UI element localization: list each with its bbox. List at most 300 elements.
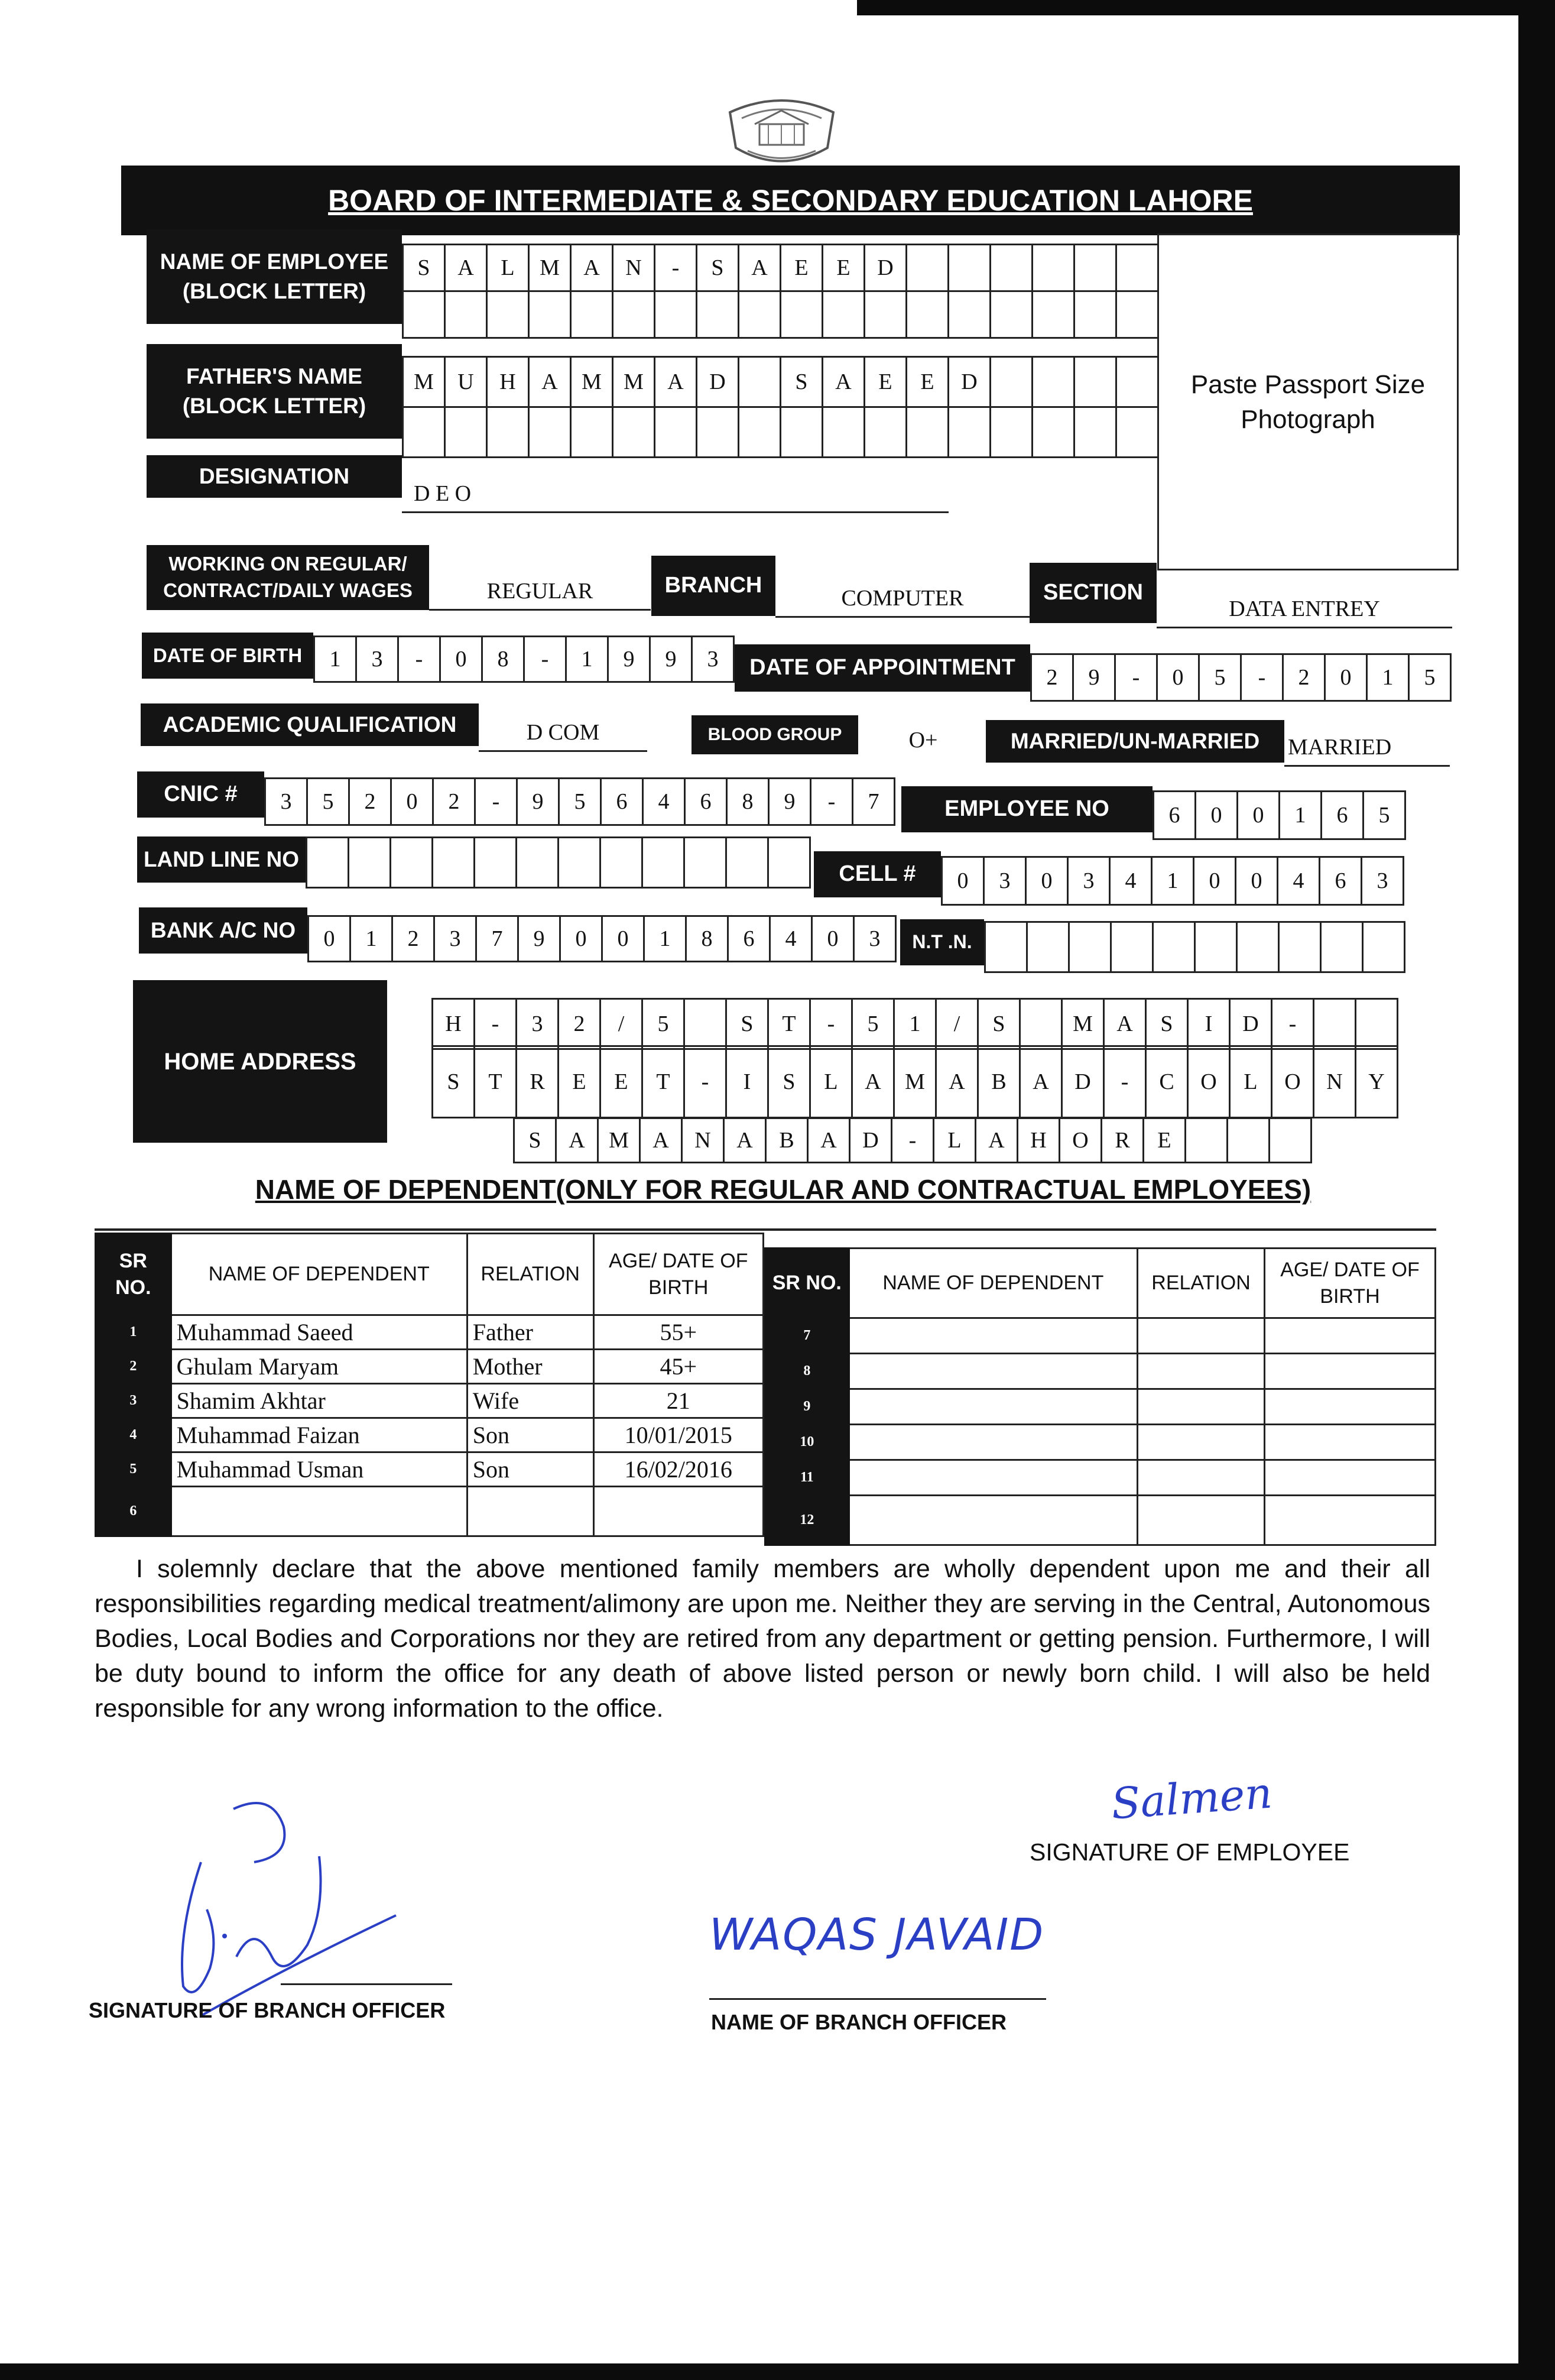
dependent-name[interactable] xyxy=(849,1318,1137,1354)
dependent-age[interactable] xyxy=(1264,1496,1435,1545)
char-box[interactable] xyxy=(433,838,475,889)
dependent-name[interactable]: Ghulam Maryam xyxy=(171,1350,467,1384)
char-box[interactable]: - xyxy=(811,779,853,826)
char-box[interactable]: 0 xyxy=(603,917,645,962)
char-box[interactable]: T xyxy=(475,1047,517,1118)
dependent-sr: 7 xyxy=(765,1318,849,1354)
char-box[interactable]: E xyxy=(559,1047,601,1118)
char-box[interactable]: 3 xyxy=(1362,858,1404,906)
char-box[interactable] xyxy=(1075,358,1117,408)
dob-boxes[interactable] xyxy=(313,635,735,683)
char-box[interactable]: 1 xyxy=(1368,655,1410,702)
char-box[interactable]: 0 xyxy=(813,917,855,962)
char-box[interactable]: A xyxy=(655,358,697,408)
char-box[interactable] xyxy=(530,292,572,339)
char-box[interactable]: 1 xyxy=(895,1000,937,1050)
dependent-name[interactable] xyxy=(849,1496,1137,1545)
char-box[interactable] xyxy=(1322,923,1364,973)
char-box[interactable]: - xyxy=(1105,1047,1147,1118)
dependent-sr: 11 xyxy=(765,1460,849,1496)
dependent-age[interactable] xyxy=(1264,1389,1435,1425)
char-box[interactable] xyxy=(1117,358,1159,408)
dependent-row xyxy=(96,1315,764,1350)
char-box[interactable]: 9 xyxy=(770,779,811,826)
char-box[interactable]: 5 xyxy=(560,779,602,826)
char-box[interactable] xyxy=(1021,1000,1063,1050)
cell-boxes[interactable] xyxy=(941,856,1404,906)
char-box[interactable]: 5 xyxy=(308,779,350,826)
char-box[interactable]: A xyxy=(641,1119,683,1163)
char-box[interactable]: A xyxy=(937,1047,979,1118)
char-box[interactable] xyxy=(613,408,655,458)
char-box[interactable] xyxy=(1033,245,1075,292)
char-box[interactable]: - xyxy=(525,637,567,683)
char-box[interactable]: 0 xyxy=(309,917,351,962)
char-box[interactable]: A xyxy=(853,1047,895,1118)
dependent-name[interactable] xyxy=(849,1354,1137,1389)
dependent-age[interactable]: 45+ xyxy=(593,1350,763,1384)
char-box[interactable] xyxy=(949,408,991,458)
char-box[interactable]: S xyxy=(515,1119,557,1163)
char-box[interactable]: 2 xyxy=(350,779,392,826)
char-box[interactable] xyxy=(1075,245,1117,292)
char-box[interactable]: 4 xyxy=(1278,858,1320,906)
dependent-sr: 10 xyxy=(765,1425,849,1460)
char-box[interactable] xyxy=(572,292,613,339)
char-box[interactable] xyxy=(697,408,739,458)
char-box[interactable]: 9 xyxy=(518,779,560,826)
dependent-name[interactable]: Muhammad Faizan xyxy=(171,1418,467,1452)
designation-value[interactable]: D E O xyxy=(402,461,949,513)
char-box[interactable] xyxy=(475,838,517,889)
char-box[interactable]: 6 xyxy=(1154,792,1196,840)
char-box[interactable]: 1 xyxy=(1153,858,1194,906)
char-box[interactable] xyxy=(1356,1000,1398,1050)
char-box[interactable] xyxy=(655,292,697,339)
char-box[interactable]: N xyxy=(613,245,655,292)
char-box[interactable]: 0 xyxy=(1196,792,1238,840)
char-box[interactable]: L xyxy=(811,1047,853,1118)
char-box[interactable]: E xyxy=(907,358,949,408)
dependent-relation[interactable] xyxy=(467,1487,593,1536)
char-box[interactable]: 1 xyxy=(315,637,357,683)
char-box[interactable]: A xyxy=(557,1119,599,1163)
char-box[interactable]: 3 xyxy=(855,917,897,962)
char-box[interactable] xyxy=(907,408,949,458)
doa-boxes[interactable] xyxy=(1030,653,1452,702)
char-box[interactable] xyxy=(986,923,1028,973)
char-box[interactable]: 8 xyxy=(728,779,770,826)
char-box[interactable]: U xyxy=(446,358,488,408)
char-box[interactable] xyxy=(1314,1000,1356,1050)
working-on-value[interactable]: REGULAR xyxy=(429,565,651,611)
char-box[interactable]: S xyxy=(1147,1000,1189,1050)
char-box[interactable]: M xyxy=(1063,1000,1105,1050)
char-box[interactable] xyxy=(488,292,530,339)
char-box[interactable]: 6 xyxy=(602,779,644,826)
char-box[interactable]: H xyxy=(1018,1119,1060,1163)
char-box[interactable] xyxy=(488,408,530,458)
dependent-sr: 9 xyxy=(765,1389,849,1425)
char-box[interactable] xyxy=(739,408,781,458)
char-box[interactable] xyxy=(530,408,572,458)
char-box[interactable]: R xyxy=(517,1047,559,1118)
char-box[interactable]: D xyxy=(850,1119,892,1163)
char-box[interactable]: - xyxy=(1272,1000,1314,1050)
char-box[interactable] xyxy=(1033,408,1075,458)
char-box[interactable] xyxy=(1112,923,1154,973)
char-box[interactable]: - xyxy=(1116,655,1158,702)
dependent-name[interactable] xyxy=(171,1487,467,1536)
char-box[interactable]: 6 xyxy=(729,917,771,962)
dependent-row xyxy=(96,1452,764,1487)
char-box[interactable] xyxy=(1028,923,1070,973)
char-box[interactable]: 3 xyxy=(985,858,1027,906)
dependent-age[interactable]: 55+ xyxy=(593,1315,763,1350)
char-box[interactable]: 5 xyxy=(1200,655,1242,702)
char-box[interactable] xyxy=(907,245,949,292)
char-box[interactable] xyxy=(391,838,433,889)
char-box[interactable]: D xyxy=(697,358,739,408)
char-box[interactable]: M xyxy=(613,358,655,408)
dependent-relation[interactable]: Son xyxy=(467,1452,593,1487)
char-box[interactable]: S xyxy=(781,358,823,408)
char-box[interactable]: A xyxy=(739,245,781,292)
char-box[interactable] xyxy=(739,358,781,408)
char-box[interactable]: 9 xyxy=(651,637,693,683)
char-box[interactable]: 2 xyxy=(1284,655,1326,702)
char-box[interactable]: L xyxy=(488,245,530,292)
address-row-3[interactable] xyxy=(513,1117,1312,1163)
char-box[interactable]: 3 xyxy=(266,779,308,826)
char-box[interactable] xyxy=(1364,923,1405,973)
char-box[interactable]: 9 xyxy=(519,917,561,962)
dependent-relation[interactable]: Wife xyxy=(467,1384,593,1418)
char-box[interactable]: E xyxy=(601,1047,643,1118)
ntn-label: N.T .N. xyxy=(900,919,984,965)
char-box[interactable]: - xyxy=(655,245,697,292)
char-box[interactable]: 1 xyxy=(645,917,687,962)
char-box[interactable] xyxy=(685,1000,727,1050)
dependent-age[interactable] xyxy=(1264,1460,1435,1496)
bank-boxes[interactable] xyxy=(307,915,897,962)
char-box[interactable]: E xyxy=(781,245,823,292)
dependent-name[interactable] xyxy=(849,1389,1137,1425)
char-box[interactable]: 9 xyxy=(609,637,651,683)
char-box[interactable] xyxy=(307,838,349,889)
char-box[interactable]: 3 xyxy=(693,637,735,683)
dependent-sr: 1 xyxy=(96,1315,171,1350)
char-box[interactable]: 2 xyxy=(393,917,435,962)
char-box[interactable]: 2 xyxy=(1032,655,1074,702)
char-box[interactable]: - xyxy=(892,1119,934,1163)
char-box[interactable] xyxy=(1117,408,1159,458)
char-box[interactable]: / xyxy=(937,1000,979,1050)
char-box[interactable]: A xyxy=(823,358,865,408)
char-box[interactable]: N xyxy=(1314,1047,1356,1118)
char-box[interactable] xyxy=(697,292,739,339)
char-box[interactable] xyxy=(865,292,907,339)
char-box[interactable] xyxy=(991,408,1033,458)
char-box[interactable] xyxy=(949,292,991,339)
dependent-name[interactable]: Muhammad Usman xyxy=(171,1452,467,1487)
char-box[interactable]: 0 xyxy=(561,917,603,962)
char-box[interactable]: S xyxy=(727,1000,769,1050)
char-box[interactable]: 7 xyxy=(477,917,519,962)
char-box[interactable] xyxy=(1280,923,1322,973)
char-box[interactable]: 5 xyxy=(1364,792,1406,840)
char-box[interactable]: 2 xyxy=(434,779,476,826)
blood-group-value[interactable]: O+ xyxy=(908,728,938,753)
char-box[interactable]: B xyxy=(979,1047,1021,1118)
char-box[interactable] xyxy=(1117,292,1159,339)
char-box[interactable] xyxy=(823,408,865,458)
father-name-boxes[interactable] xyxy=(402,356,1159,458)
char-box[interactable] xyxy=(685,838,727,889)
char-box[interactable]: E xyxy=(1144,1119,1186,1163)
char-box[interactable]: 0 xyxy=(1158,655,1200,702)
char-box[interactable]: 0 xyxy=(1236,858,1278,906)
dependent-relation[interactable] xyxy=(1138,1389,1265,1425)
char-box[interactable] xyxy=(949,245,991,292)
char-box[interactable]: H xyxy=(488,358,530,408)
col-relation: RELATION xyxy=(467,1234,593,1315)
branch-label: BRANCH xyxy=(651,556,775,616)
char-box[interactable] xyxy=(1033,358,1075,408)
employee-no-boxes[interactable] xyxy=(1153,790,1406,840)
dependent-relation[interactable] xyxy=(1138,1496,1265,1545)
char-box[interactable] xyxy=(517,838,559,889)
char-box[interactable] xyxy=(1075,408,1117,458)
char-box[interactable]: 4 xyxy=(644,779,686,826)
dependent-age[interactable]: 16/02/2016 xyxy=(593,1452,763,1487)
char-box[interactable]: 3 xyxy=(517,1000,559,1050)
char-box[interactable]: 6 xyxy=(686,779,728,826)
dependent-row xyxy=(765,1354,1436,1389)
ntn-boxes[interactable] xyxy=(984,921,1405,973)
char-box[interactable] xyxy=(1075,292,1117,339)
char-box[interactable]: B xyxy=(767,1119,809,1163)
char-box[interactable]: M xyxy=(599,1119,641,1163)
char-box[interactable]: D xyxy=(1063,1047,1105,1118)
char-box[interactable] xyxy=(823,292,865,339)
char-box[interactable]: 0 xyxy=(1326,655,1368,702)
photo-box-text: Paste Passport Size Photograph xyxy=(1190,369,1426,434)
char-box[interactable]: S xyxy=(433,1047,475,1118)
char-box[interactable]: E xyxy=(823,245,865,292)
char-box[interactable]: R xyxy=(1102,1119,1144,1163)
char-box[interactable]: - xyxy=(1242,655,1284,702)
char-box[interactable]: I xyxy=(1189,1000,1231,1050)
dependent-relation[interactable] xyxy=(1138,1460,1265,1496)
dependent-age[interactable] xyxy=(1264,1318,1435,1354)
char-box[interactable]: 3 xyxy=(1069,858,1111,906)
char-box[interactable] xyxy=(655,408,697,458)
char-box[interactable]: A xyxy=(446,245,488,292)
char-box[interactable]: 3 xyxy=(357,637,399,683)
dependent-name[interactable] xyxy=(849,1460,1137,1496)
char-box[interactable]: 5 xyxy=(853,1000,895,1050)
char-box[interactable] xyxy=(1117,245,1159,292)
dependent-age[interactable] xyxy=(1264,1425,1435,1460)
landline-boxes[interactable] xyxy=(306,836,811,889)
char-box[interactable] xyxy=(349,838,391,889)
char-box[interactable]: 7 xyxy=(853,779,895,826)
char-box[interactable]: O xyxy=(1189,1047,1231,1118)
char-box[interactable]: M xyxy=(895,1047,937,1118)
char-box[interactable] xyxy=(739,292,781,339)
char-box[interactable]: H xyxy=(433,1000,475,1050)
cnic-boxes[interactable] xyxy=(264,777,895,826)
char-box[interactable] xyxy=(446,292,488,339)
char-box[interactable]: - xyxy=(811,1000,853,1050)
address-row-2[interactable] xyxy=(431,1045,1398,1118)
char-box[interactable]: S xyxy=(979,1000,1021,1050)
char-box[interactable]: - xyxy=(475,1000,517,1050)
char-box[interactable] xyxy=(991,358,1033,408)
char-box[interactable] xyxy=(991,245,1033,292)
char-box[interactable]: S xyxy=(769,1047,811,1118)
char-box[interactable] xyxy=(572,408,613,458)
char-box[interactable]: 1 xyxy=(351,917,393,962)
char-box[interactable]: / xyxy=(601,1000,643,1050)
char-box[interactable]: 0 xyxy=(943,858,985,906)
heading-rule xyxy=(95,1228,1436,1231)
char-box[interactable] xyxy=(1196,923,1238,973)
dependent-age[interactable]: 10/01/2015 xyxy=(593,1418,763,1452)
char-box[interactable]: A xyxy=(809,1119,850,1163)
married-value[interactable]: MARRIED xyxy=(1284,724,1450,767)
char-box[interactable]: 1 xyxy=(1280,792,1322,840)
char-box[interactable] xyxy=(781,292,823,339)
section-value[interactable]: DATA ENTREY xyxy=(1157,582,1452,628)
char-box[interactable]: 0 xyxy=(1238,792,1280,840)
char-box[interactable]: A xyxy=(1021,1047,1063,1118)
dependent-relation[interactable]: Son xyxy=(467,1418,593,1452)
branch-signature-line xyxy=(281,1983,452,1985)
char-box[interactable]: O xyxy=(1272,1047,1314,1118)
char-box[interactable] xyxy=(781,408,823,458)
char-box[interactable]: L xyxy=(1231,1047,1272,1118)
dependent-relation[interactable]: Father xyxy=(467,1315,593,1350)
char-box[interactable] xyxy=(1033,292,1075,339)
dependent-relation[interactable]: Mother xyxy=(467,1350,593,1384)
char-box[interactable]: 8 xyxy=(483,637,525,683)
char-box[interactable]: 4 xyxy=(1111,858,1153,906)
char-box[interactable]: 6 xyxy=(1320,858,1362,906)
char-box[interactable]: M xyxy=(572,358,613,408)
char-box[interactable]: D xyxy=(865,245,907,292)
char-box[interactable]: 5 xyxy=(1410,655,1452,702)
char-box[interactable]: 2 xyxy=(559,1000,601,1050)
dependent-age[interactable] xyxy=(593,1487,763,1536)
academic-value[interactable]: D COM xyxy=(479,709,647,752)
char-box[interactable] xyxy=(601,838,643,889)
char-box[interactable]: - xyxy=(399,637,441,683)
char-box[interactable] xyxy=(1154,923,1196,973)
dependent-name[interactable]: Shamim Akhtar xyxy=(171,1384,467,1418)
dependent-relation[interactable] xyxy=(1138,1354,1265,1389)
char-box[interactable] xyxy=(559,838,601,889)
char-box[interactable]: L xyxy=(934,1119,976,1163)
char-box[interactable]: A xyxy=(725,1119,767,1163)
dependent-relation[interactable] xyxy=(1138,1425,1265,1460)
char-box[interactable] xyxy=(1186,1119,1228,1163)
col-sr-no: SR NO. xyxy=(96,1234,171,1315)
char-box[interactable] xyxy=(1270,1119,1312,1163)
char-box[interactable]: - xyxy=(476,779,518,826)
char-box[interactable]: 0 xyxy=(1027,858,1069,906)
char-box[interactable]: 0 xyxy=(392,779,434,826)
char-box[interactable]: T xyxy=(769,1000,811,1050)
char-box[interactable]: C xyxy=(1147,1047,1189,1118)
doa-label: DATE OF APPOINTMENT xyxy=(735,644,1030,692)
char-box[interactable]: 6 xyxy=(1322,792,1364,840)
char-box[interactable]: D xyxy=(949,358,991,408)
dependent-age[interactable]: 21 xyxy=(593,1384,763,1418)
char-box[interactable]: A xyxy=(1105,1000,1147,1050)
char-box[interactable] xyxy=(907,292,949,339)
char-box[interactable]: E xyxy=(865,358,907,408)
char-box[interactable]: 0 xyxy=(1194,858,1236,906)
branch-value[interactable]: COMPUTER xyxy=(775,570,1030,618)
dependent-relation[interactable] xyxy=(1138,1318,1265,1354)
char-box[interactable] xyxy=(1238,923,1280,973)
dependent-name[interactable]: Muhammad Saeed xyxy=(171,1315,467,1350)
char-box[interactable]: 3 xyxy=(435,917,477,962)
char-box[interactable]: A xyxy=(976,1119,1018,1163)
char-box[interactable]: M xyxy=(404,358,446,408)
char-box[interactable]: I xyxy=(727,1047,769,1118)
char-box[interactable]: S xyxy=(404,245,446,292)
char-box[interactable] xyxy=(1070,923,1112,973)
char-box[interactable]: A xyxy=(572,245,613,292)
char-box[interactable]: S xyxy=(697,245,739,292)
char-box[interactable] xyxy=(446,408,488,458)
char-box[interactable] xyxy=(1228,1119,1270,1163)
char-box[interactable]: 0 xyxy=(441,637,483,683)
dependent-age[interactable] xyxy=(1264,1354,1435,1389)
form-title: BOARD OF INTERMEDIATE & SECONDARY EDUCATION LAHORE xyxy=(121,166,1460,235)
char-box[interactable]: 1 xyxy=(567,637,609,683)
char-box[interactable] xyxy=(865,408,907,458)
address-row-1[interactable] xyxy=(431,998,1398,1050)
char-box[interactable]: 8 xyxy=(687,917,729,962)
char-box[interactable]: 4 xyxy=(771,917,813,962)
char-box[interactable]: A xyxy=(530,358,572,408)
char-box[interactable]: 5 xyxy=(643,1000,685,1050)
employee-name-boxes[interactable] xyxy=(402,244,1159,339)
dependent-name[interactable] xyxy=(849,1425,1137,1460)
char-box[interactable]: Y xyxy=(1356,1047,1398,1118)
col-name: NAME OF DEPENDENT xyxy=(171,1234,467,1315)
char-box[interactable]: T xyxy=(643,1047,685,1118)
char-box[interactable]: 9 xyxy=(1074,655,1116,702)
char-box[interactable]: - xyxy=(685,1047,727,1118)
char-box[interactable] xyxy=(643,838,685,889)
col-age: AGE/ DATE OF BIRTH xyxy=(593,1234,763,1315)
char-box[interactable] xyxy=(404,408,446,458)
char-box[interactable] xyxy=(769,838,811,889)
char-box[interactable]: M xyxy=(530,245,572,292)
char-box[interactable] xyxy=(727,838,769,889)
char-box[interactable]: N xyxy=(683,1119,725,1163)
char-box[interactable] xyxy=(613,292,655,339)
char-box[interactable] xyxy=(991,292,1033,339)
char-box[interactable]: D xyxy=(1231,1000,1272,1050)
char-box[interactable] xyxy=(404,292,446,339)
char-box[interactable]: O xyxy=(1060,1119,1102,1163)
